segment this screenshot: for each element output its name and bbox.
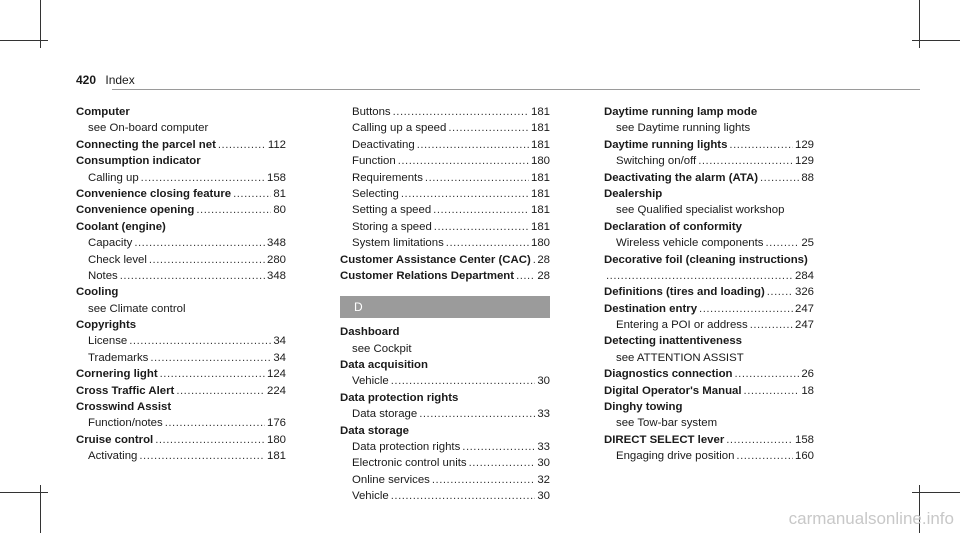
page-ref: 160 <box>794 450 814 463</box>
entry-label: Deactivating the alarm (ATA) <box>604 171 759 184</box>
index-entry <box>76 137 286 153</box>
leader-dots <box>726 432 793 448</box>
header-rule <box>112 89 920 90</box>
leader-dots <box>393 104 529 120</box>
entry-label: Decorative foil (cleaning instructions) <box>604 253 808 266</box>
leader-dots <box>760 170 799 186</box>
index-entry <box>604 219 814 235</box>
leader-dots <box>698 153 793 169</box>
entry-label: see On-board computer <box>88 122 209 135</box>
entry-label: Calling up <box>88 171 139 184</box>
page-ref: 18 <box>801 384 814 397</box>
leader-dots <box>425 170 529 186</box>
index-subentry <box>76 333 286 349</box>
entry-label: see Tow-bar system <box>616 417 718 430</box>
index-subentry <box>604 153 814 169</box>
leader-dots <box>233 186 271 202</box>
page-ref: 181 <box>530 187 550 200</box>
entry-label: Trademarks <box>88 351 149 364</box>
leader-dots <box>462 439 535 455</box>
index-subentry <box>604 202 814 218</box>
entry-label: Electronic control units <box>352 457 467 470</box>
page-ref: 181 <box>530 204 550 217</box>
entry-label: Buttons <box>352 106 391 118</box>
index-entry <box>76 284 286 300</box>
index-entry <box>604 170 814 186</box>
entry-label: Vehicle <box>352 375 389 388</box>
index-column-2 <box>340 104 550 505</box>
index-entry <box>340 268 550 284</box>
leader-dots <box>736 448 793 464</box>
entry-label: Capacity <box>88 237 133 250</box>
leader-dots <box>391 373 536 389</box>
entry-label: Setting a speed <box>352 204 432 217</box>
entry-label: Customer Relations Department <box>340 269 515 282</box>
entry-label: Diagnostics connection <box>604 368 733 381</box>
entry-label: Convenience opening <box>76 204 195 217</box>
entry-label: Customer Assistance Center (CAC) <box>340 253 531 266</box>
entry-label: Dealership <box>604 187 663 200</box>
index-entry <box>340 357 550 373</box>
leader-dots <box>432 472 535 488</box>
entry-label: Data protection rights <box>340 391 459 404</box>
entry-label: Online services <box>352 473 430 486</box>
page-ref: 34 <box>273 335 286 348</box>
index-entry <box>604 252 814 268</box>
page-number: 420 <box>76 73 97 87</box>
page-ref: 181 <box>530 106 550 118</box>
leader-dots <box>120 268 265 284</box>
index-entry <box>340 252 550 268</box>
entry-label: License <box>88 335 128 348</box>
page-ref: 247 <box>794 302 814 315</box>
leader-dots <box>391 488 536 504</box>
crop-mark <box>912 492 960 493</box>
index-subentry <box>340 406 550 422</box>
page-ref: 30 <box>537 457 550 470</box>
page-ref: 30 <box>537 490 550 503</box>
page-ref: 176 <box>266 417 286 430</box>
leader-dots <box>218 137 266 153</box>
index-entry <box>76 432 286 448</box>
index-subentry <box>604 448 814 464</box>
page-ref: 180 <box>530 155 550 168</box>
index-subentry <box>604 268 814 284</box>
entry-label: Cross Traffic Alert <box>76 384 175 397</box>
entry-label: Digital Operator's Manual <box>604 384 742 397</box>
entry-label: Storing a speed <box>352 220 432 233</box>
index-entry <box>604 284 814 300</box>
page-ref: 30 <box>537 375 550 388</box>
index-entry <box>604 186 814 202</box>
entry-label: Declaration of conformity <box>604 220 742 233</box>
page-ref: 180 <box>266 433 286 446</box>
leader-dots <box>134 235 265 251</box>
index-entry <box>76 153 286 169</box>
page-ref: 33 <box>537 408 550 421</box>
page-ref: 158 <box>794 433 814 446</box>
crop-mark <box>912 40 960 41</box>
page-ref: 180 <box>530 237 550 250</box>
index-entry <box>76 366 286 382</box>
index-subentry <box>76 448 286 464</box>
index-subentry <box>340 373 550 389</box>
index-subentry <box>340 235 550 251</box>
page-ref: 26 <box>801 368 814 381</box>
index-subentry <box>340 170 550 186</box>
index-subentry <box>340 472 550 488</box>
entry-label: Destination entry <box>604 302 698 315</box>
entry-label: Data storage <box>340 424 410 437</box>
entry-label: Notes <box>88 269 118 282</box>
entry-label: Calling up a speed <box>352 122 447 135</box>
index-subentry <box>340 488 550 504</box>
entry-label: Data storage <box>352 408 418 421</box>
page-header <box>76 73 135 87</box>
entry-label: Vehicle <box>352 490 389 503</box>
leader-dots <box>141 170 265 186</box>
index-entry <box>76 186 286 202</box>
index-entry <box>76 219 286 235</box>
section-title: Index <box>105 73 135 87</box>
entry-label: see Cockpit <box>352 342 412 355</box>
crop-mark <box>0 40 48 41</box>
leader-dots <box>744 383 800 399</box>
leader-dots <box>434 219 529 235</box>
index-entry <box>340 390 550 406</box>
index-subentry <box>76 301 286 317</box>
leader-dots <box>699 301 793 317</box>
leader-dots <box>448 120 529 136</box>
entry-label: see ATTENTION ASSIST <box>616 351 744 364</box>
index-subentry <box>340 153 550 169</box>
page-ref: 34 <box>273 351 286 364</box>
index-subentry <box>604 317 814 333</box>
leader-dots <box>160 366 265 382</box>
page-ref: 88 <box>801 171 814 184</box>
entry-label: see Qualified specialist workshop <box>616 204 785 217</box>
leader-dots <box>419 406 535 422</box>
page-ref: 25 <box>801 237 814 250</box>
page-ref: 81 <box>273 187 286 200</box>
leader-dots <box>469 455 536 471</box>
page-ref: 32 <box>537 473 550 486</box>
index-subentry <box>340 137 550 153</box>
entry-label: Cornering light <box>76 368 158 381</box>
index-entry <box>604 104 814 120</box>
index-subentry <box>76 120 286 136</box>
index-subentry <box>340 186 550 202</box>
index-entry <box>604 399 814 415</box>
index-subentry <box>76 350 286 366</box>
index-subentry <box>340 202 550 218</box>
entry-label: DIRECT SELECT lever <box>604 433 725 446</box>
entry-label: Definitions (tires and loading) <box>604 286 765 299</box>
entry-label: Consumption indicator <box>76 155 201 168</box>
leader-dots <box>606 268 793 284</box>
entry-label: Coolant (engine) <box>76 220 166 233</box>
index-subentry <box>76 170 286 186</box>
index-subentry <box>340 104 550 120</box>
entry-label: Requirements <box>352 171 423 184</box>
index-entry <box>604 137 814 153</box>
entry-label: Activating <box>88 450 138 463</box>
entry-label: Cooling <box>76 286 119 299</box>
entry-label: Crosswind Assist <box>76 401 172 414</box>
page-ref: 181 <box>530 220 550 233</box>
index-entry <box>340 423 550 439</box>
page-ref: 181 <box>530 122 550 135</box>
entry-label: Copyrights <box>76 319 137 332</box>
index-entry <box>76 383 286 399</box>
index-entry <box>604 366 814 382</box>
page-ref: 28 <box>537 269 550 282</box>
leader-dots <box>446 235 529 251</box>
index-subentry <box>340 455 550 471</box>
entry-label: Daytime running lamp mode <box>604 106 758 118</box>
entry-label: Entering a POI or address <box>616 319 748 332</box>
index-entry <box>340 324 550 340</box>
entry-label: Cruise control <box>76 433 154 446</box>
page-ref: 129 <box>794 155 814 168</box>
entry-label: Check level <box>88 253 147 266</box>
index-entry <box>604 333 814 349</box>
page-ref: 247 <box>794 319 814 332</box>
page-ref: 181 <box>266 450 286 463</box>
leader-dots <box>401 186 529 202</box>
index-entry <box>76 317 286 333</box>
page-ref: 284 <box>794 269 814 282</box>
leader-dots <box>417 137 529 153</box>
page-ref: 224 <box>266 384 286 397</box>
index-subentry <box>76 268 286 284</box>
entry-label: Data protection rights <box>352 441 461 454</box>
index-subentry <box>340 219 550 235</box>
page-ref: 80 <box>273 204 286 217</box>
leader-dots <box>398 153 529 169</box>
index-entry <box>604 383 814 399</box>
entry-label: Wireless vehicle components <box>616 237 764 250</box>
leader-dots <box>767 284 793 300</box>
entry-label: see Climate control <box>88 302 186 315</box>
entry-label: Convenience closing feature <box>76 187 232 200</box>
index-subentry <box>604 235 814 251</box>
entry-label: Switching on/off <box>616 155 697 168</box>
index-subentry <box>76 252 286 268</box>
entry-label: Function/notes <box>88 417 163 430</box>
entry-label: Connecting the parcel net <box>76 138 216 151</box>
index-entry <box>76 104 286 120</box>
leader-dots <box>129 333 271 349</box>
leader-dots <box>149 252 265 268</box>
page-ref: 33 <box>537 441 550 454</box>
leader-dots <box>150 350 271 366</box>
index-subentry <box>604 350 814 366</box>
page-ref: 348 <box>266 269 286 282</box>
leader-dots <box>734 366 799 382</box>
leader-dots <box>433 202 529 218</box>
index-subentry <box>340 120 550 136</box>
index-subentry <box>76 415 286 431</box>
index-subentry <box>76 235 286 251</box>
entry-label: Daytime running lights <box>604 138 728 151</box>
page-ref: 348 <box>266 237 286 250</box>
leader-dots <box>533 252 536 268</box>
index-column-3 <box>604 104 814 465</box>
page-ref: 181 <box>530 138 550 151</box>
index-column-1 <box>76 104 286 465</box>
watermark: carmanualsonline.info <box>788 509 954 528</box>
index-entry <box>604 301 814 317</box>
leader-dots <box>139 448 265 464</box>
page-ref: 158 <box>266 171 286 184</box>
page-ref: 124 <box>266 368 286 381</box>
entry-label: Deactivating <box>352 138 415 151</box>
entry-label: Dashboard <box>340 326 400 339</box>
page-ref: 112 <box>267 138 286 151</box>
index-subentry <box>604 415 814 431</box>
page-ref: 181 <box>530 171 550 184</box>
leader-dots <box>176 383 265 399</box>
leader-dots <box>165 415 265 431</box>
entry-label: Dinghy towing <box>604 401 683 414</box>
index-subentry <box>604 120 814 136</box>
crop-mark <box>0 492 48 493</box>
index-entry <box>76 399 286 415</box>
page-ref: 326 <box>794 286 814 299</box>
index-subentry <box>340 439 550 455</box>
leader-dots <box>729 137 793 153</box>
index-subentry <box>340 341 550 357</box>
entry-label: see Daytime running lights <box>616 122 751 135</box>
leader-dots <box>516 268 535 284</box>
entry-label: System limitations <box>352 237 444 250</box>
page-ref: 129 <box>794 138 814 151</box>
page-ref: 280 <box>266 253 286 266</box>
leader-dots <box>766 235 800 251</box>
leader-dots <box>155 432 265 448</box>
section-letter: D <box>340 296 550 318</box>
entry-label: Detecting inattentiveness <box>604 335 742 348</box>
entry-label: Selecting <box>352 187 399 200</box>
index-entry <box>604 432 814 448</box>
entry-label: Engaging drive position <box>616 450 735 463</box>
entry-label: Function <box>352 155 396 168</box>
leader-dots <box>196 202 271 218</box>
entry-label: Computer <box>76 106 130 118</box>
entry-label: Data acquisition <box>340 359 428 372</box>
leader-dots <box>750 317 793 333</box>
index-entry <box>76 202 286 218</box>
page-ref: 28 <box>537 253 550 266</box>
